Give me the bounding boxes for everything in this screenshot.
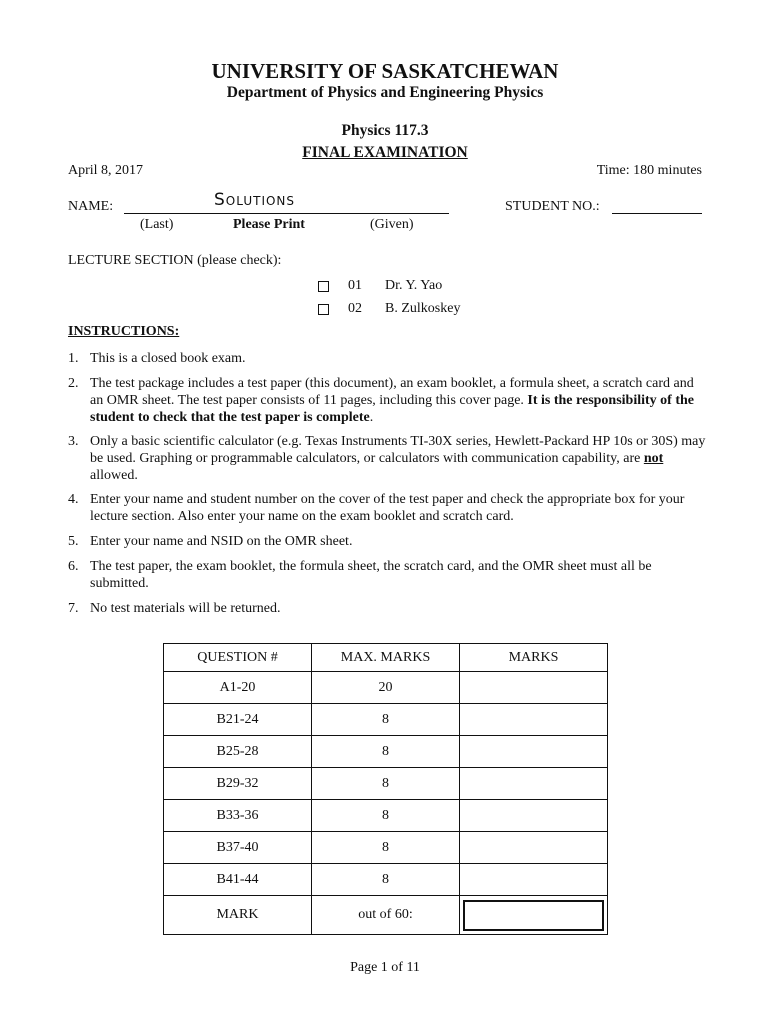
- instruction-number: 3.: [68, 434, 79, 449]
- instructions-list: [68, 350, 708, 617]
- max-marks-cell: 8: [312, 704, 460, 736]
- total-marks-box[interactable]: [463, 900, 604, 931]
- instruction-number: 1.: [68, 351, 79, 366]
- header-max-marks: MAX. MARKS: [312, 644, 460, 672]
- total-marks-cell[interactable]: [460, 896, 608, 935]
- instruction-text-end: allowed.: [90, 468, 138, 483]
- marks-cell[interactable]: [460, 704, 608, 736]
- question-cell: B29-32: [164, 768, 312, 800]
- last-name-label: (Last): [140, 217, 174, 232]
- instruction-item: [68, 558, 708, 592]
- please-print-label: Please Print: [233, 217, 305, 232]
- name-handwritten-value: Solutions: [214, 190, 296, 210]
- question-cell: B37-40: [164, 832, 312, 864]
- max-marks-cell: 20: [312, 672, 460, 704]
- instruction-text: Only a basic scientific calculator (e.g. Texas Instruments TI-30X series, Hewlett-Packard HP 10s or 30S) may be used. Graphing or programmable calculators, or calculators with communication capability, are: [90, 434, 706, 466]
- instruction-item: [68, 375, 708, 426]
- table-row: [164, 832, 608, 864]
- max-marks-cell: 8: [312, 800, 460, 832]
- instruction-text-end: .: [369, 410, 374, 425]
- instruction-text: The test package includes a test paper (this document), an exam booklet, a formula sheet, a scratch card and an OMR sheet. The test paper consists of 11 pages, including this cover page.: [90, 376, 694, 408]
- table-row: [164, 736, 608, 768]
- instruction-text: Enter your name and student number on the cover of the test paper and check the appropriate box for your lecture section. Also enter your name on the exam booklet and scratch card.: [90, 492, 685, 524]
- course-title: Physics 117.3: [341, 122, 429, 139]
- section-02-number: 02: [348, 301, 362, 316]
- instruction-text: Enter your name and NSID on the OMR sheet.: [90, 534, 353, 549]
- instruction-text: This is a closed book exam.: [90, 351, 246, 366]
- question-cell: A1-20: [164, 672, 312, 704]
- question-cell: B25-28: [164, 736, 312, 768]
- section-02-instructor: B. Zulkoskey: [385, 301, 461, 316]
- instruction-item: [68, 533, 708, 550]
- instruction-emphasis: not: [643, 451, 664, 466]
- header-marks: MARKS: [460, 644, 608, 672]
- table-row: [164, 768, 608, 800]
- instruction-text: No test materials will be returned.: [90, 601, 281, 616]
- instruction-number: 4.: [68, 492, 79, 507]
- marks-table-header: [164, 644, 608, 672]
- lecture-section-label: LECTURE SECTION (please check):: [68, 253, 282, 268]
- section-01-number: 01: [348, 278, 362, 293]
- question-cell: B21-24: [164, 704, 312, 736]
- instruction-item: [68, 433, 708, 484]
- marks-table: [163, 643, 608, 935]
- max-marks-cell: 8: [312, 864, 460, 896]
- section-01-checkbox[interactable]: [318, 281, 329, 292]
- exam-date: April 8, 2017: [68, 163, 144, 178]
- instruction-text: The test paper, the exam booklet, the formula sheet, the scratch card, and the OMR sheet must all be submitted.: [90, 559, 652, 591]
- max-marks-cell: 8: [312, 736, 460, 768]
- max-marks-cell: 8: [312, 832, 460, 864]
- section-01-instructor: Dr. Y. Yao: [385, 278, 443, 293]
- student-no-label: STUDENT NO.:: [505, 199, 600, 214]
- table-row: [164, 672, 608, 704]
- instruction-number: 2.: [68, 376, 79, 391]
- question-cell: B33-36: [164, 800, 312, 832]
- instruction-number: 7.: [68, 601, 79, 616]
- instruction-item: [68, 600, 708, 617]
- name-field[interactable]: [124, 212, 449, 214]
- name-label: NAME:: [68, 199, 114, 214]
- total-label-cell: MARK: [164, 896, 312, 935]
- total-row: [164, 896, 608, 935]
- student-no-field[interactable]: [612, 212, 702, 214]
- total-max-cell: out of 60:: [312, 896, 460, 935]
- given-name-label: (Given): [370, 217, 414, 232]
- marks-cell[interactable]: [460, 832, 608, 864]
- marks-cell[interactable]: [460, 864, 608, 896]
- instruction-item: [68, 491, 708, 525]
- header-question: QUESTION #: [164, 644, 312, 672]
- exam-time: Time: 180 minutes: [596, 163, 702, 178]
- table-row: [164, 864, 608, 896]
- table-row: [164, 800, 608, 832]
- page-number: Page 1 of 11: [350, 960, 420, 975]
- table-row: [164, 704, 608, 736]
- university-title: UNIVERSITY OF SASKATCHEWAN: [211, 59, 559, 83]
- max-marks-cell: 8: [312, 768, 460, 800]
- exam-title: FINAL EXAMINATION: [302, 144, 468, 161]
- marks-cell[interactable]: [460, 736, 608, 768]
- question-cell: B41-44: [164, 864, 312, 896]
- section-02-checkbox[interactable]: [318, 304, 329, 315]
- instruction-item: [68, 350, 708, 367]
- instruction-number: 6.: [68, 559, 79, 574]
- instructions-title: INSTRUCTIONS:: [68, 324, 180, 339]
- marks-cell[interactable]: [460, 672, 608, 704]
- marks-cell[interactable]: [460, 800, 608, 832]
- instruction-number: 5.: [68, 534, 79, 549]
- instruction-emphasis: It is the responsibility of the student to check that the test paper is complete: [90, 393, 694, 425]
- department-title: Department of Physics and Engineering Physics: [226, 84, 544, 101]
- marks-cell[interactable]: [460, 768, 608, 800]
